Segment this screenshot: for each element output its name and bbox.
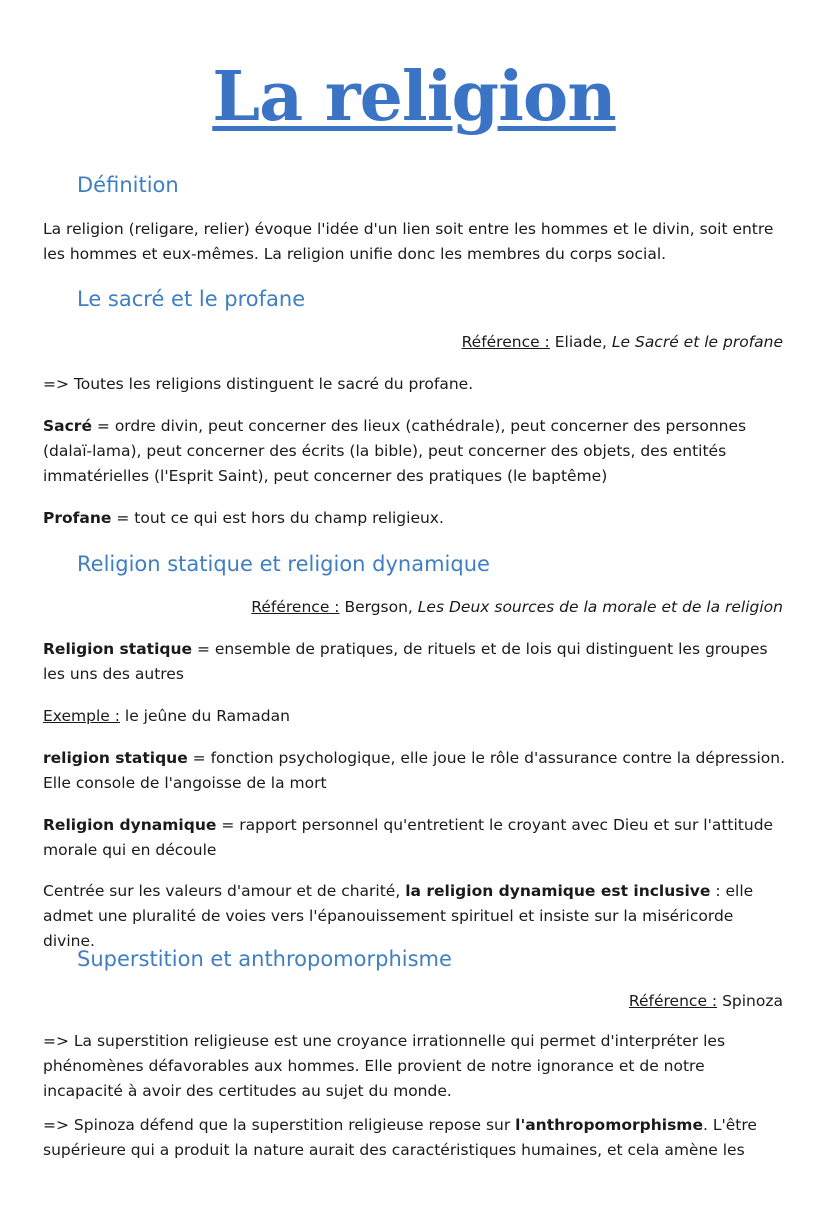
- religion-dynamique-term: Religion dynamique: [43, 816, 217, 834]
- centree-bold: la religion dynamique est inclusive: [405, 882, 711, 900]
- religion-statique2-text: = fonction psychologique, elle joue le rôle d'assurance contre la dépression. Elle console de l'angoisse de la mort: [43, 749, 785, 792]
- heading-religion-statique-dynamique: Religion statique et religion dynamique: [77, 552, 490, 576]
- heading-sacre-profane: Le sacré et le profane: [77, 287, 306, 311]
- heading-superstition: Superstition et anthropomorphisme: [77, 947, 452, 971]
- reference-eliade: [462, 330, 783, 355]
- religion-dynamique-text: = rapport personnel qu'entretient le croyant avec Dieu et sur l'attitude morale qui en découle: [43, 816, 774, 859]
- reference-author: Eliade,: [554, 333, 607, 351]
- religion-statique2-term: religion statique: [43, 749, 188, 767]
- religion-statique-term: Religion statique: [43, 640, 193, 658]
- sacre-text: = ordre divin, peut concerner des lieux (cathédrale), peut concerner des personnes (dalaï-lama), peut concerner des écrits (la bible), peut concerner des objets, des entités immatérielles (l'Esprit Saint), peut concerner des pratiques (le baptême): [43, 417, 747, 485]
- exemple-line: [43, 704, 788, 729]
- superstition-p2-pre: => Spinoza défend que la superstition religieuse repose sur: [43, 1116, 511, 1134]
- reference-work: Les Deux sources de la morale et de la religion: [417, 598, 783, 616]
- reference-bergson: [251, 595, 783, 620]
- exemple-label: Exemple :: [43, 707, 120, 725]
- superstition-paragraph-2: [43, 1113, 788, 1163]
- definition-paragraph: La religion (religare, relier) évoque l'idée d'un lien soit entre les hommes et le divin, soit entre les hommes et eux-mêmes. La religion unifie donc les membres du corps social.: [43, 220, 774, 263]
- exemple-text: le jeûne du Ramadan: [124, 707, 290, 725]
- reference-label: Référence :: [461, 333, 550, 351]
- religion-statique-definition: [43, 637, 788, 687]
- page-title: La religion: [212, 57, 616, 137]
- centree-pre: Centrée sur les valeurs d'amour et de charité,: [43, 882, 401, 900]
- sacre-definition: [43, 414, 788, 489]
- religion-statique-text: = ensemble de pratiques, de rituels et de lois qui distinguent les groupes les uns des autres: [43, 640, 768, 683]
- centree-paragraph: [43, 879, 788, 954]
- reference-spinoza: [629, 989, 783, 1014]
- superstition-paragraph-1: => La superstition religieuse est une croyance irrationnelle qui permet d'interpréter les phénomènes défavorables aux hommes. Elle provient de notre ignorance et de notre incapacité à avoir des certitudes au sujet du monde.: [43, 1032, 726, 1100]
- reference-author: Bergson,: [344, 598, 413, 616]
- reference-author: Spinoza: [722, 992, 783, 1010]
- religion-dynamique-definition: [43, 813, 788, 863]
- heading-definition: Définition: [77, 173, 179, 197]
- profane-term: Profane: [43, 509, 112, 527]
- superstition-p2-post: . L'être supérieure qui a produit la nature aurait des caractéristiques humaines, et cela amène les: [43, 1116, 757, 1159]
- sacre-term: Sacré: [43, 417, 92, 435]
- reference-work: Le Sacré et le profane: [611, 333, 783, 351]
- centree-post: : elle admet une pluralité de voies vers l'épanouissement spirituel et insiste sur la miséricorde divine.: [43, 882, 754, 950]
- reference-label: Référence :: [628, 992, 718, 1010]
- sacre-intro: => Toutes les religions distinguent le sacré du profane.: [43, 375, 474, 393]
- reference-label: Référence :: [251, 598, 340, 616]
- religion-statique-fonction: [43, 746, 788, 796]
- profane-definition: [43, 506, 788, 531]
- superstition-p2-bold: l'anthropomorphisme: [515, 1116, 703, 1134]
- profane-text: = tout ce qui est hors du champ religieux.: [116, 509, 444, 527]
